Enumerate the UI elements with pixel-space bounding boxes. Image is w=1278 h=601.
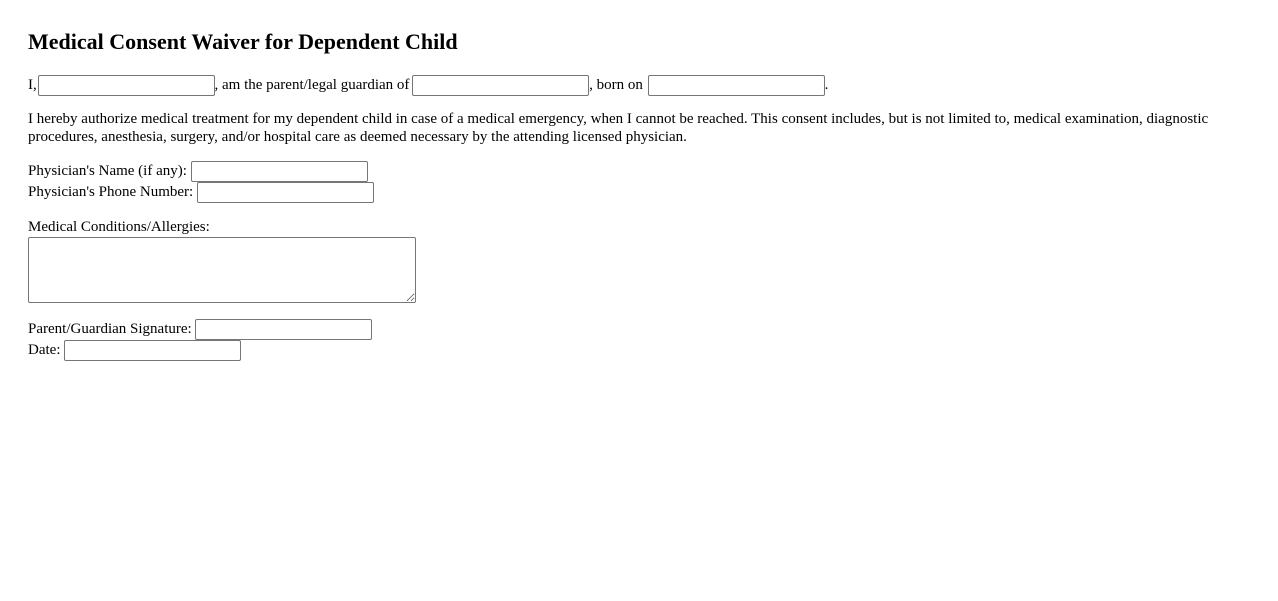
date-input[interactable] (64, 340, 241, 361)
medical-conditions-section (28, 218, 1250, 303)
physician-name-input[interactable] (191, 161, 368, 182)
signature-row (28, 319, 1250, 340)
signature-label: Parent/Guardian Signature: (28, 321, 192, 338)
intro-prefix-text: I, (28, 77, 37, 93)
signature-section (28, 319, 1250, 361)
signature-input[interactable] (195, 319, 372, 340)
physician-phone-label: Physician's Phone Number: (28, 184, 194, 201)
physician-phone-row (28, 182, 1250, 203)
form-title: Medical Consent Waiver for Dependent Child (28, 29, 458, 54)
medical-conditions-label: Medical Conditions/Allergies: (28, 219, 210, 236)
guardian-statement-line (28, 74, 1250, 96)
birth-date-input[interactable] (648, 75, 825, 96)
born-on-text: , born on (589, 77, 643, 93)
physician-section (28, 161, 1250, 203)
parent-name-input[interactable] (38, 75, 215, 96)
physician-name-row (28, 161, 1250, 182)
physician-phone-input[interactable] (197, 182, 374, 203)
medical-conditions-textarea[interactable] (28, 237, 416, 303)
physician-name-label: Physician's Name (if any): (28, 163, 187, 180)
intro-end-text: . (824, 77, 829, 93)
intro-middle-text: , am the parent/legal guardian of (214, 77, 410, 93)
date-row (28, 340, 1250, 361)
child-name-input[interactable] (412, 75, 589, 96)
authorization-paragraph: I hereby authorize medical treatment for my dependent child in case of a medical emergency, when I cannot be reached. This consent includes, but is not limited to, medical examination, diagnostic procedures, anesthesia, surgery, and/or hospital care as deemed necessary by the attending licensed physician. (28, 111, 1209, 146)
date-label: Date: (28, 342, 61, 359)
